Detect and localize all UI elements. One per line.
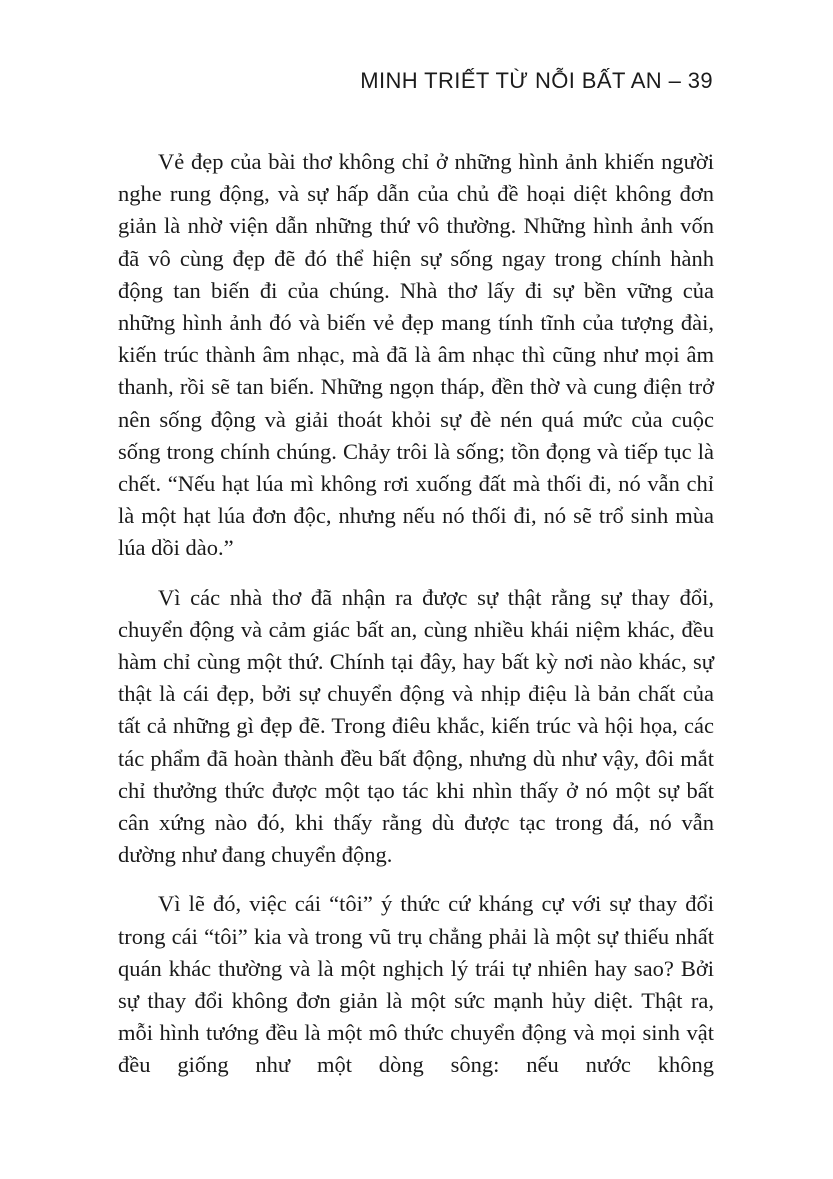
body-text [118, 146, 714, 1082]
paragraph-3: Vì lẽ đó, việc cái “tôi” ý thức cứ kháng cự với sự thay đổi trong cái “tôi” kia và trong vũ trụ chẳng phải là một sự thiếu nhất quán khác thường và là một nghịch lý trái tự nhiên hay sao? Bởi sự thay đổi không đơn giản là một sức mạnh hủy diệt. Thật ra, mỗi hình tướng đều là một mô thức chuyển động và mọi sinh vật đều giống như một dòng sông: nếu nước không [118, 891, 714, 1078]
paragraph-1: Vẻ đẹp của bài thơ không chỉ ở những hình ảnh khiến người nghe rung động, và sự hấp dẫn của chủ đề hoại diệt không đơn giản là nhờ viện dẫn những thứ vô thường. Những hình ảnh vốn đã vô cùng đẹp đẽ đó thể hiện sự sống ngay trong chính hành động tan biến đi của chúng. Nhà thơ lấy đi sự bền vững của những hình ảnh đó và biến vẻ đẹp mang tính tĩnh của tượng đài, kiến trúc thành âm nhạc, mà đã là âm nhạc thì cũng như mọi âm thanh, rồi sẽ tan biến. Những ngọn tháp, đền thờ và cung điện trở nên sống động và giải thoát khỏi sự đè nén quá mức của cuộc sống trong chính chúng. Chảy trôi là sống; tồn đọng và tiếp tục là chết. “Nếu hạt lúa mì không rơi xuống đất mà thối đi, nó vẫn chỉ là một hạt lúa đơn độc, nhưng nếu nó thối đi, nó sẽ trổ sinh mùa lúa dồi dào.” [118, 149, 714, 561]
running-header: MINH TRIẾT TỪ NỖI BẤT AN – 39 [360, 68, 713, 93]
paragraph-2: Vì các nhà thơ đã nhận ra được sự thật rằng sự thay đổi, chuyển động và cảm giác bất an, cùng nhiều khái niệm khác, đều hàm chỉ cùng một thứ. Chính tại đây, hay bất kỳ nơi nào khác, sự thật là cái đẹp, bởi sự chuyển động và nhịp điệu là bản chất của tất cả những gì đẹp đẽ. Trong điêu khắc, kiến trúc và hội họa, các tác phẩm đã hoàn thành đều bất động, nhưng dù như vậy, đôi mắt chỉ thưởng thức được một tạo tác khi nhìn thấy ở nó một sự bất cân xứng nào đó, khi thấy rằng dù được tạc trong đá, nó vẫn dường như đang chuyển động. [118, 584, 714, 868]
